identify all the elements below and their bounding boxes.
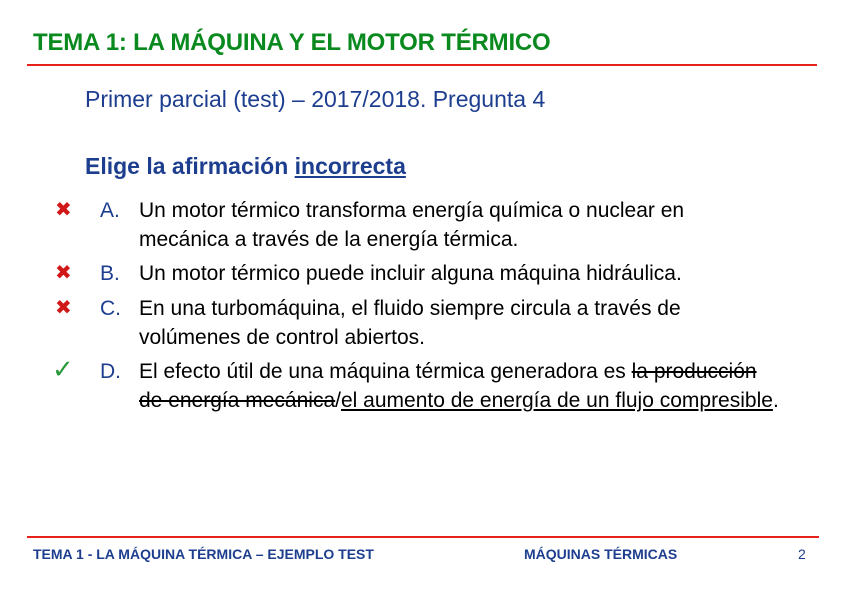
option-text-end: . xyxy=(772,389,779,412)
separator: / xyxy=(335,389,341,412)
footer-divider xyxy=(27,536,819,538)
option-text xyxy=(139,357,779,415)
option-letter: A. xyxy=(100,199,120,222)
footer-left: TEMA 1 - LA MÁQUINA TÉRMICA – EJEMPLO TEST xyxy=(33,546,374,562)
cross-icon: ✖ xyxy=(55,262,72,284)
question-subtitle: Primer parcial (test) – 2017/2018. Pregunta 4 xyxy=(85,86,546,112)
title-divider xyxy=(27,64,817,66)
option-letter: C. xyxy=(100,297,121,320)
cross-icon: ✖ xyxy=(55,199,72,221)
option-text: Un motor térmico transforma energía química o nuclear en mecánica a través de la energía térmica. xyxy=(139,199,685,251)
option-letter: B. xyxy=(100,262,120,285)
page-number: 2 xyxy=(798,546,806,562)
check-icon: ✓ xyxy=(52,354,74,384)
slide-title: TEMA 1: LA MÁQUINA Y EL MOTOR TÉRMICO xyxy=(33,29,551,56)
option-text: En una turbomáquina, el fluido siempre circula a través de volúmenes de control abiertos. xyxy=(139,297,681,349)
option-letter: D. xyxy=(100,360,121,383)
corrected-text: el aumento de energía de un flujo compresible xyxy=(340,389,773,412)
prompt-emphasis: incorrecta xyxy=(294,153,406,179)
option-text: Un motor térmico puede incluir alguna máquina hidráulica. xyxy=(139,262,682,285)
struck-text: la producción de energía mecánica xyxy=(139,360,757,412)
cross-icon: ✖ xyxy=(55,297,72,319)
question-prompt xyxy=(85,153,406,180)
option-text-start: El efecto útil de una máquina térmica generadora es xyxy=(139,360,632,383)
footer-center: MÁQUINAS TÉRMICAS xyxy=(524,546,678,562)
prompt-text: Elige la afirmación xyxy=(85,153,295,179)
